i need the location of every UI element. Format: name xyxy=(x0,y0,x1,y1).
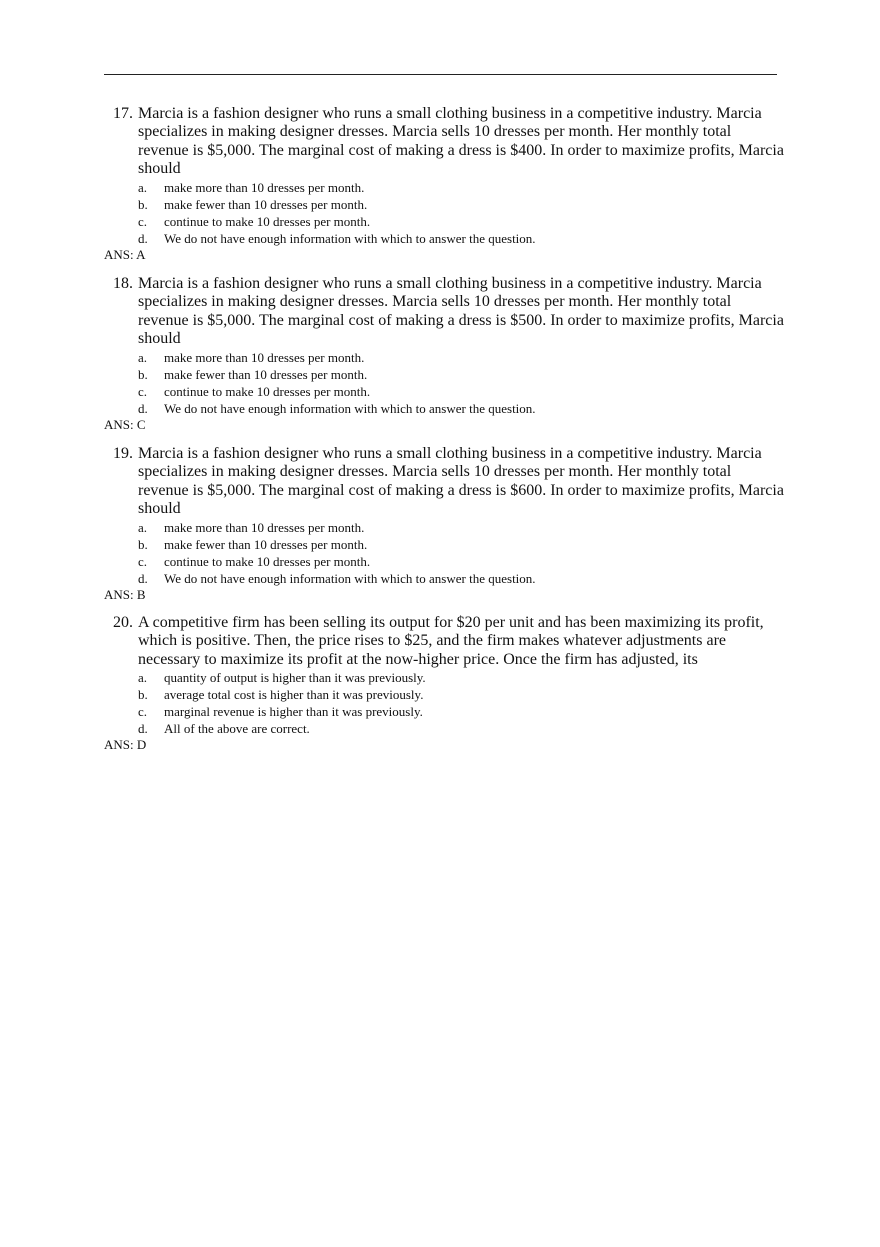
question-19 xyxy=(104,445,784,603)
choice-letter: c. xyxy=(138,213,148,229)
question-text: Marcia is a fashion designer who runs a small clothing business in a competitive industry. Marcia specializes in making designer dresses. Marcia sells 10 dresses per month. Her monthly total revenue is $5,000. The marginal cost of making a dress is $600. In order to maximize profits, Marcia should xyxy=(138,445,784,518)
choice-text: marginal revenue is higher than it was previously. xyxy=(164,704,423,720)
choice-letter: b. xyxy=(138,366,148,382)
choice-text: continue to make 10 dresses per month. xyxy=(164,383,371,399)
choice-a xyxy=(138,669,784,686)
choice-text: We do not have enough information with which to answer the question. xyxy=(164,570,536,586)
choice-d xyxy=(138,400,784,417)
answer-key: ANS: B xyxy=(104,586,146,602)
question-number: 20. xyxy=(113,614,133,631)
question-text: Marcia is a fashion designer who runs a small clothing business in a competitive industry. Marcia specializes in making designer dresses. Marcia sells 10 dresses per month. Her monthly total revenue is $5,000. The marginal cost of making a dress is $500. In order to maximize profits, Marcia should xyxy=(138,275,784,348)
question-body xyxy=(104,445,784,519)
choice-a xyxy=(138,179,784,196)
choice-c xyxy=(138,553,784,570)
choice-text: make fewer than 10 dresses per month. xyxy=(164,196,368,212)
choice-text: quantity of output is higher than it was previously. xyxy=(164,670,426,686)
choice-letter: a. xyxy=(138,519,148,535)
choice-d xyxy=(138,230,784,247)
choice-letter: b. xyxy=(138,196,148,212)
question-body xyxy=(104,614,784,669)
question-number: 19. xyxy=(113,445,133,462)
choice-b xyxy=(138,366,784,383)
choice-b xyxy=(138,686,784,703)
question-17 xyxy=(104,105,784,263)
choice-letter: d. xyxy=(138,400,148,416)
choice-text: continue to make 10 dresses per month. xyxy=(164,213,371,229)
choice-text: make more than 10 dresses per month. xyxy=(164,179,365,195)
choice-text: We do not have enough information with which to answer the question. xyxy=(164,400,536,416)
question-body xyxy=(104,275,784,349)
choice-text: We do not have enough information with which to answer the question. xyxy=(164,230,536,246)
question-20 xyxy=(104,614,784,753)
question-body xyxy=(104,105,784,179)
choice-text: All of the above are correct. xyxy=(164,721,310,737)
header-rule xyxy=(104,74,777,75)
choice-letter: c. xyxy=(138,383,148,399)
question-number: 18. xyxy=(113,275,133,292)
choice-c xyxy=(138,703,784,720)
question-number: 17. xyxy=(113,105,133,122)
choice-letter: d. xyxy=(138,721,148,737)
choice-list xyxy=(104,349,784,417)
choice-list xyxy=(104,179,784,247)
choice-a xyxy=(138,349,784,366)
choice-list xyxy=(104,669,784,737)
answer-key: ANS: A xyxy=(104,246,146,262)
question-18 xyxy=(104,275,784,433)
choice-letter: d. xyxy=(138,230,148,246)
question-text: Marcia is a fashion designer who runs a small clothing business in a competitive industry. Marcia specializes in making designer dresses. Marcia sells 10 dresses per month. Her monthly total revenue is $5,000. The marginal cost of making a dress is $400. In order to maximize profits, Marcia should xyxy=(138,105,784,178)
choice-letter: c. xyxy=(138,704,148,720)
choice-text: make more than 10 dresses per month. xyxy=(164,519,365,535)
choice-list xyxy=(104,519,784,587)
choice-b xyxy=(138,196,784,213)
choice-c xyxy=(138,213,784,230)
choice-a xyxy=(138,519,784,536)
answer-key: ANS: D xyxy=(104,737,147,753)
choice-text: average total cost is higher than it was previously. xyxy=(164,687,424,703)
choice-d xyxy=(138,570,784,587)
choice-letter: a. xyxy=(138,349,148,365)
choice-c xyxy=(138,383,784,400)
choice-letter: a. xyxy=(138,670,148,686)
choice-letter: b. xyxy=(138,687,148,703)
answer-key: ANS: C xyxy=(104,416,146,432)
choice-text: make fewer than 10 dresses per month. xyxy=(164,366,368,382)
choice-letter: a. xyxy=(138,179,148,195)
choice-text: make fewer than 10 dresses per month. xyxy=(164,536,368,552)
choice-text: continue to make 10 dresses per month. xyxy=(164,553,371,569)
choice-letter: b. xyxy=(138,536,148,552)
question-text: A competitive firm has been selling its output for $20 per unit and has been maximizing its profit, which is positive. Then, the price rises to $25, and the firm makes whatever adjustments are necessary to maximize its profit at the now-higher price. Once the firm has adjusted, its xyxy=(138,614,764,668)
choice-b xyxy=(138,536,784,553)
choice-letter: d. xyxy=(138,570,148,586)
choice-d xyxy=(138,720,784,737)
choice-text: make more than 10 dresses per month. xyxy=(164,349,365,365)
choice-letter: c. xyxy=(138,553,148,569)
